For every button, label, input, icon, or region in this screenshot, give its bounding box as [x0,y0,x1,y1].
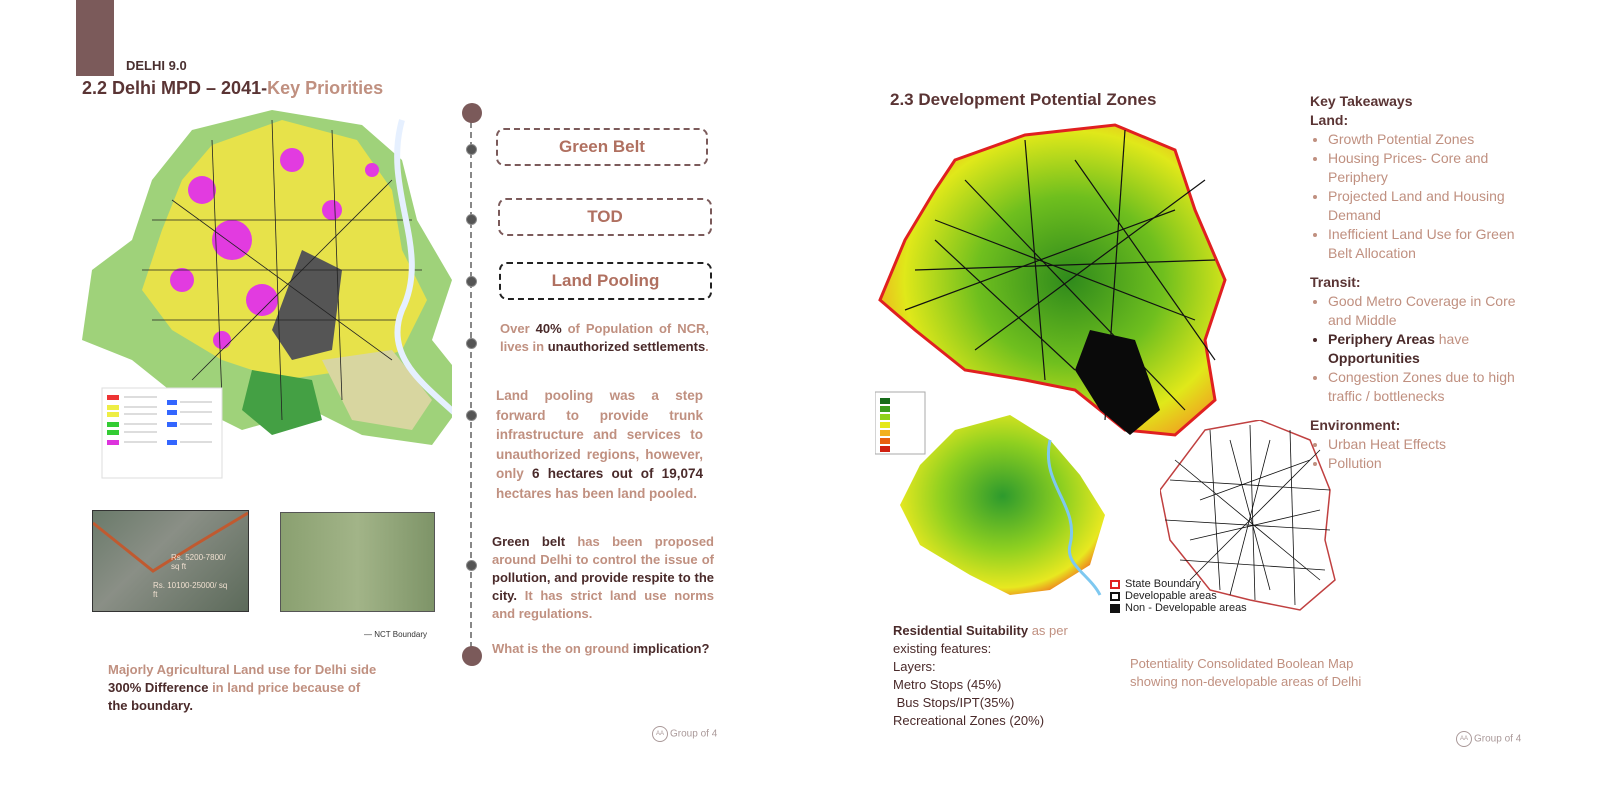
timeline-dot [466,560,477,571]
residential-suitability-text: Residential Suitability as per existing features: Layers: Metro Stops (45%) Bus Stops/IPT(35%) Recreational Zones (20%) [893,623,1068,728]
list-item: • Housing Prices- Core and Periphery [1328,149,1540,187]
list-item: • Urban Heat Effects [1328,435,1540,454]
timeline-dot [466,338,477,349]
page-title-left [82,78,383,99]
key-takeaways: Key Takeaways Land: • Growth Potential Zones • Housing Prices- Core and Periphery • Projected Land and Housing Demand • Inefficient Land Use for Green Belt Allocation Transit: • Good Metro Coverage in Core and Middle • Periphery Areas have Opportunities • Congestion Zones due to high traffic / bottlenecks Environment: • Urban Heat Effects • Pollution [1310,92,1540,483]
timeline-dot [466,276,477,287]
text-land-pooling: Land pooling was a step forward to provide trunk infrastructure and services to unauthorized regions, however, only 6 hectares out of 19,074 hectares has been land pooled. [496,388,703,501]
satellite-photo-right [280,512,435,612]
timeline-end-dot [462,646,482,666]
pill-land-pooling: Land Pooling [499,262,712,300]
legend-non-developable: Non - Developable areas [1110,602,1247,614]
list-item: • Periphery Areas have Opportunities [1328,330,1540,368]
timeline-dot [466,410,477,421]
list-item: • Good Metro Coverage in Core and Middle [1328,292,1540,330]
price-caption: Majorly Agricultural Land use for Delhi side 300% Difference in land price because of the boundary. [108,662,377,713]
price-label-1: Rs. 5200-7800/ sq ft [171,553,226,571]
price-label-2: Rs. 10100-25000/ sq ft [153,581,228,599]
suitability-map [875,120,1255,465]
map-legend [1110,578,1247,614]
timeline-start-dot [462,103,482,123]
legend-developable: Developable areas [1110,590,1247,602]
footer-left: AA Group of 4 [652,726,717,742]
list-item: • Growth Potential Zones [1328,130,1540,149]
potentiality-caption: Potentiality Consolidated Boolean Map showing non-developable areas of Delhi [1130,656,1362,689]
text-green-belt: Green belt has been proposed around Delhi to control the issue of pollution, and provide respite to the city. It has strict land use norms and regulations. [492,534,715,621]
nct-boundary-label: — NCT Boundary [364,630,427,639]
legend-state-boundary: State Boundary [1110,578,1247,590]
heat-inset-map [900,415,1115,605]
environment-list [1310,435,1540,473]
satellite-photo-left [92,510,249,612]
list-item: • Pollution [1328,454,1540,473]
timeline-dot [466,144,477,155]
logo-icon: AA [1456,731,1472,747]
logo-icon: AA [652,726,668,742]
text-population: Over 40% of Population of NCR, lives in unauthorized settlements. [500,321,709,354]
text-implication: What is the on ground implication? [492,641,710,656]
pill-green-belt: Green Belt [496,128,708,166]
title-accent: Key Priorities [267,78,384,98]
list-item: • Inefficient Land Use for Green Belt Allocation [1328,225,1540,263]
doc-header: DELHI 9.0 [126,58,187,73]
page-title-right: 2.3 Development Potential Zones [890,90,1157,109]
list-item: • Projected Land and Housing Demand [1328,187,1540,225]
title-main: 2.2 Delhi MPD – 2041- [82,78,268,98]
land-use-map [72,100,452,495]
timeline-dot [466,214,477,225]
footer-right: AA Group of 4 [1456,731,1521,747]
section-tab [76,0,114,76]
timeline-line [470,112,472,657]
transit-list [1310,292,1540,406]
list-item: • Congestion Zones due to high traffic / bottlenecks [1328,368,1540,406]
pill-tod: TOD [498,198,712,236]
land-list [1310,130,1540,263]
